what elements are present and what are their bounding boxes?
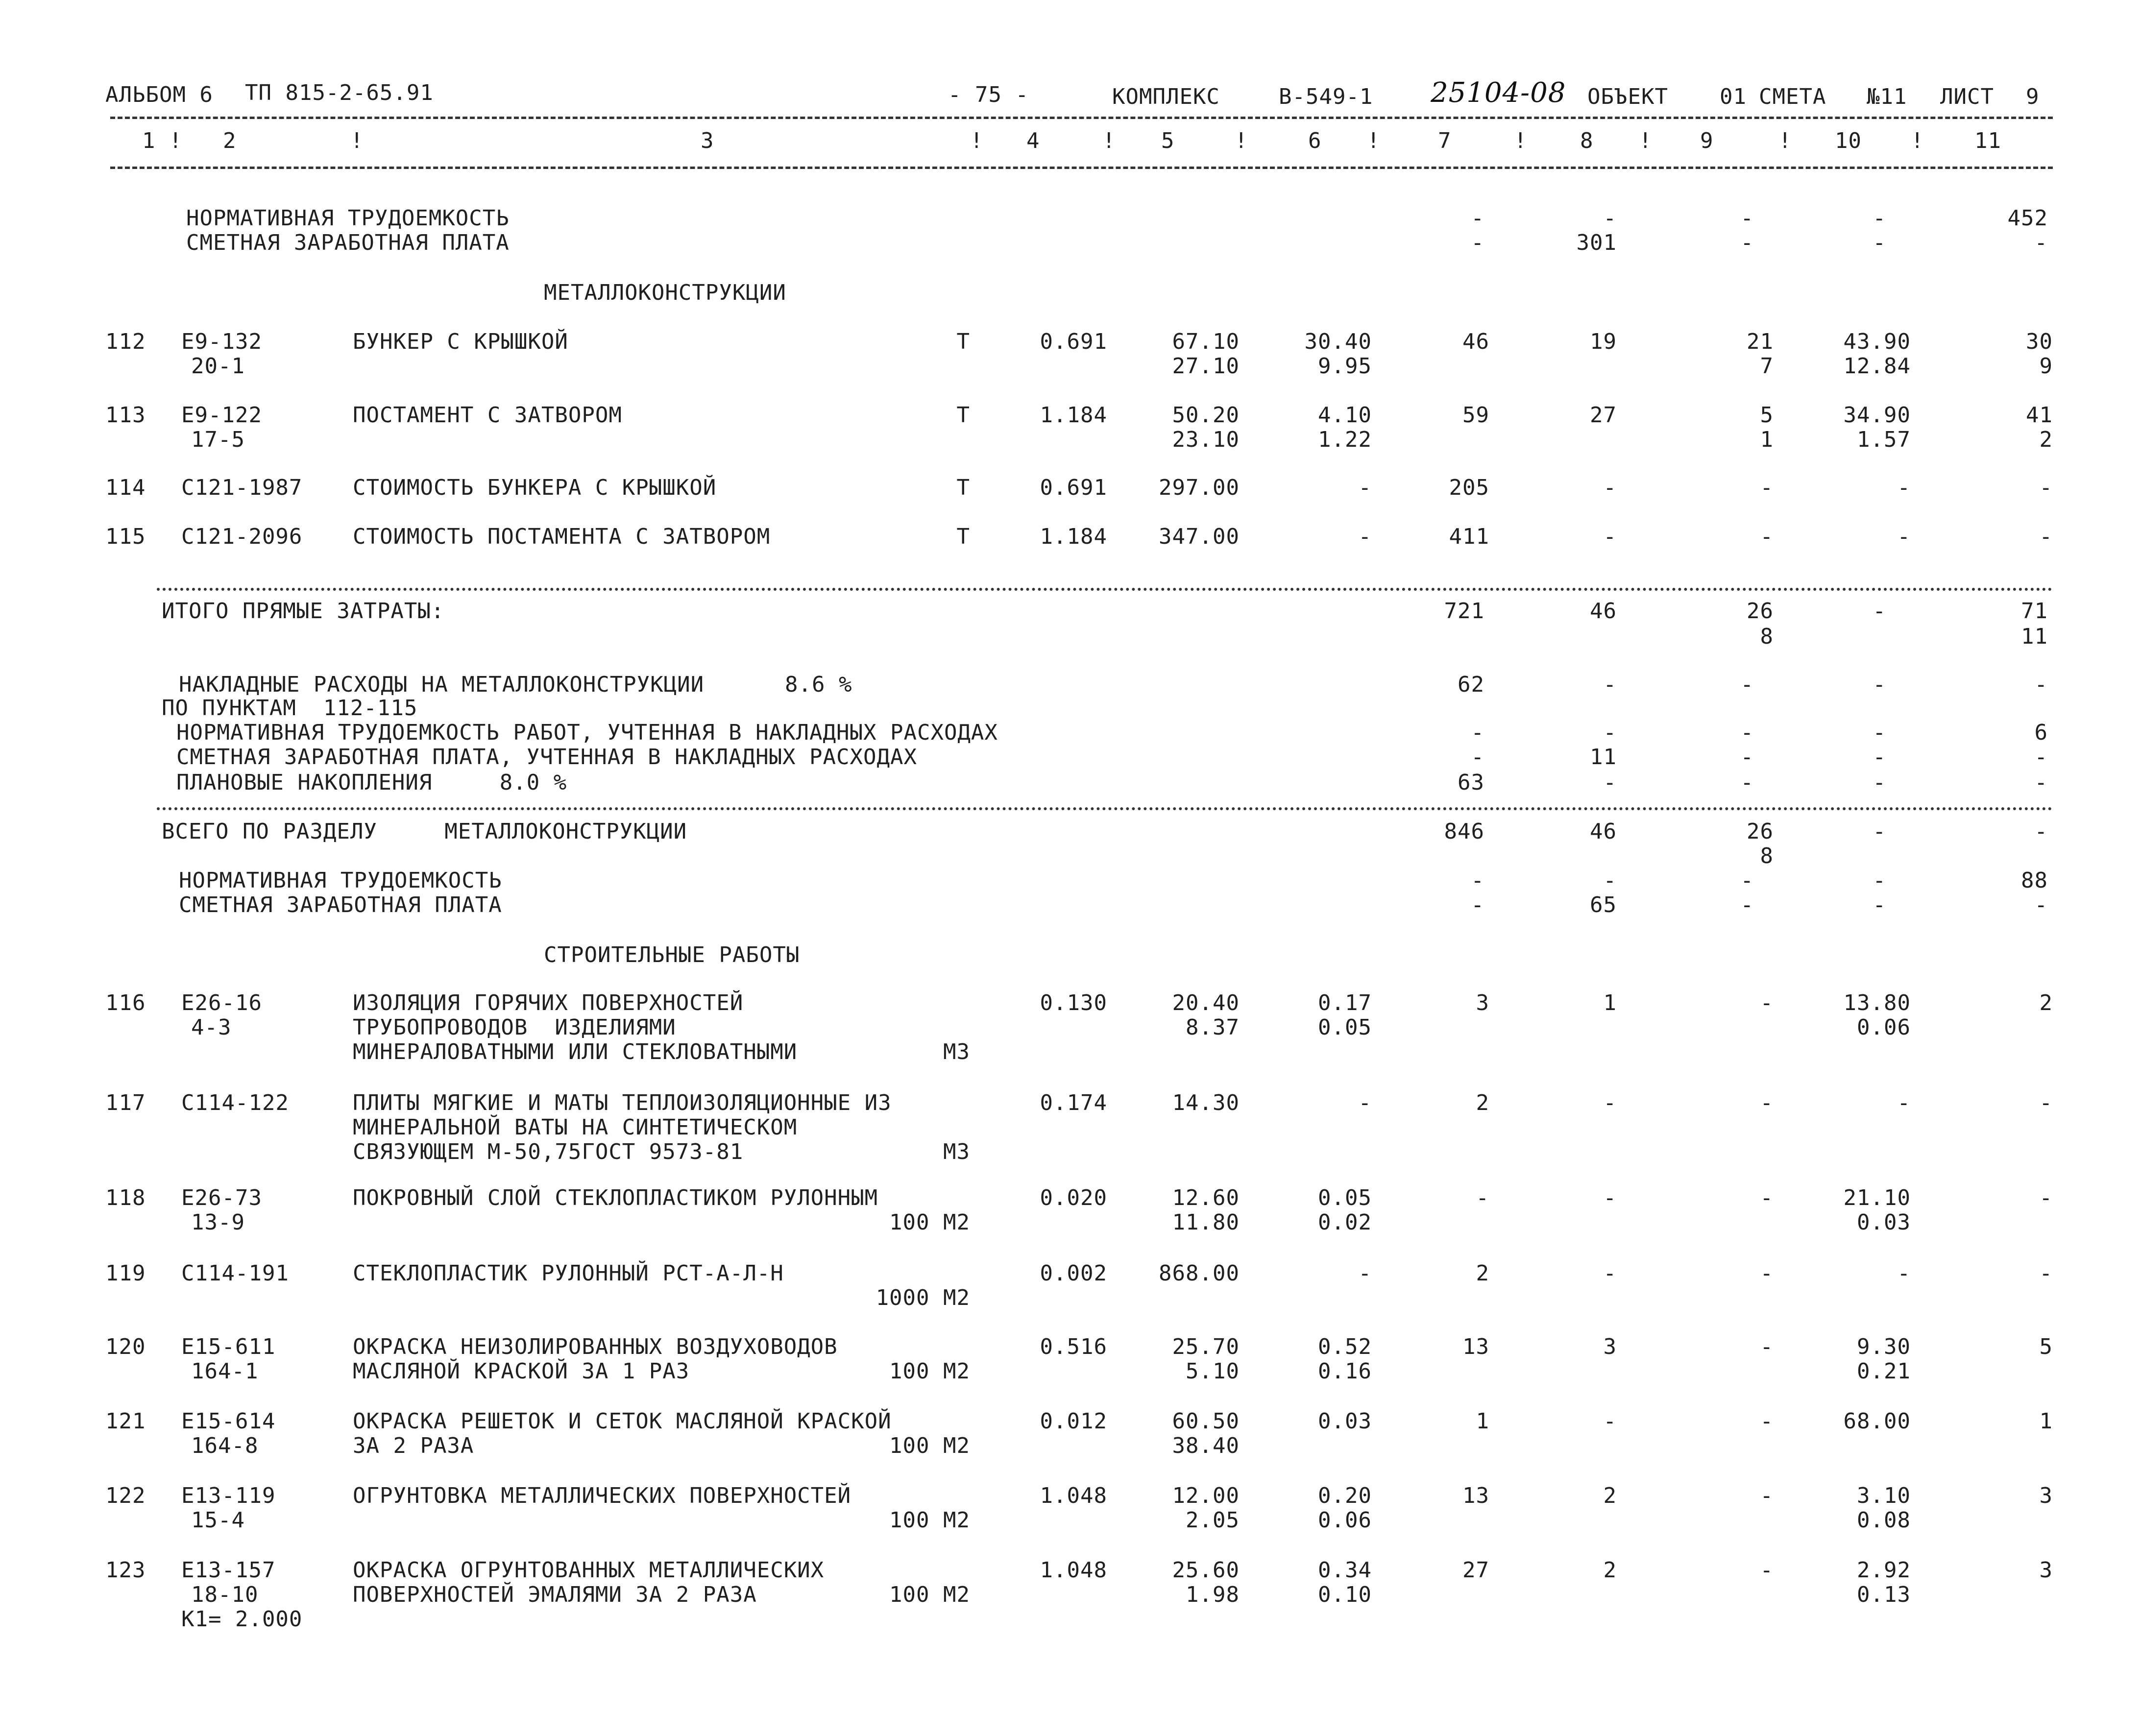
overhead-label: НАКЛАДНЫЕ РАСХОДЫ НА МЕТАЛЛОКОНСТРУКЦИИ 8.6 %	[179, 672, 852, 697]
section-title-build: СТРОИТЕЛЬНЫЕ РАБОТЫ	[544, 942, 800, 967]
value: -	[1873, 720, 1886, 745]
wage-label: СМЕТНАЯ ЗАРАБОТНАЯ ПЛАТА	[179, 892, 502, 917]
total-cost: 3	[1476, 990, 1489, 1015]
col-1: 1	[142, 128, 156, 153]
unit-cost: 12.60	[1172, 1185, 1240, 1210]
norm-code: Е26-73	[181, 1185, 262, 1210]
machine-cost: 0.17	[1318, 990, 1372, 1015]
quantity: 0.516	[1040, 1334, 1107, 1359]
page-number: - 75 -	[948, 82, 1029, 107]
col-sep: !	[169, 128, 183, 153]
row-description: СТОИМОСТЬ БУНКЕРА С КРЫШКОЙ	[353, 475, 717, 500]
labor-total: 3	[2039, 1483, 2053, 1508]
total-cost: 27	[1462, 1558, 1489, 1583]
value: -	[1471, 868, 1484, 893]
total-wage: 3	[1603, 1334, 1617, 1359]
machine-total: -	[1760, 1409, 1774, 1434]
dotted-rule	[157, 588, 2053, 591]
norm-code: Е9-122	[181, 403, 262, 428]
row-number: 119	[105, 1261, 146, 1286]
col-9: 9	[1700, 128, 1714, 153]
unit-cost: 868.00	[1159, 1261, 1240, 1286]
labor-unit: -	[1897, 1090, 1911, 1115]
machine-cost: -	[1358, 475, 1372, 500]
machine-wage: 0.10	[1318, 1582, 1372, 1607]
value: -	[1873, 868, 1886, 893]
labor-machine-unit: 1.57	[1857, 427, 1911, 452]
wage-label: СМЕТНАЯ ЗАРАБОТНАЯ ПЛАТА	[186, 230, 510, 255]
col-4: 4	[1026, 128, 1040, 153]
total-wage: -	[1603, 475, 1617, 500]
norm-code: Е15-614	[181, 1409, 276, 1434]
machine-wage: 0.16	[1318, 1359, 1372, 1384]
object-label: ОБЪЕКТ	[1587, 84, 1668, 109]
overhead-labor-label: НОРМАТИВНАЯ ТРУДОЕМКОСТЬ РАБОТ, УЧТЕННАЯ В НАКЛАДНЫХ РАСХОДАХ	[176, 720, 998, 745]
value: 65	[1590, 892, 1617, 917]
col-sep: !	[1102, 128, 1116, 153]
total-cost: 59	[1462, 403, 1489, 428]
total-cost: 411	[1449, 524, 1489, 549]
value: -	[1471, 720, 1484, 745]
row-description: БУНКЕР С КРЫШКОЙ	[353, 329, 568, 354]
total-wage: 27	[1590, 403, 1617, 428]
labor-unit: 2.92	[1857, 1558, 1911, 1583]
machine-total: -	[1760, 524, 1774, 549]
machine-total: -	[1760, 1090, 1774, 1115]
quantity: 1.048	[1040, 1558, 1107, 1583]
value: -	[1740, 206, 1754, 231]
total-wage: 1	[1603, 990, 1617, 1015]
unit-cost: 297.00	[1159, 475, 1240, 500]
col-7: 7	[1438, 128, 1452, 153]
section-title-metal: МЕТАЛЛОКОНСТРУКЦИИ	[544, 280, 786, 305]
complex-label: КОМПЛЕКС	[1112, 84, 1220, 109]
value: -	[1740, 770, 1754, 795]
labor-machine-unit: 0.03	[1857, 1210, 1911, 1235]
col-2: 2	[223, 128, 237, 153]
row-description: ПОСТАМЕНТ С ЗАТВОРОМ	[353, 403, 622, 428]
row-description: СТОИМОСТЬ ПОСТАМЕНТА С ЗАТВОРОМ	[353, 524, 771, 549]
value: -	[1873, 672, 1886, 697]
value: 6	[2034, 720, 2048, 745]
unit-of-measure: Т	[956, 524, 970, 549]
total-wage: 2	[1603, 1558, 1617, 1583]
machine-total: -	[1760, 1483, 1774, 1508]
row-description: ЗА 2 РАЗА	[353, 1433, 474, 1458]
labor-unit: 43.90	[1843, 329, 1911, 354]
total-wage: -	[1603, 1090, 1617, 1115]
col-sep: !	[1235, 128, 1248, 153]
machine-cost: -	[1358, 1261, 1372, 1286]
labor-total: 3	[2039, 1558, 2053, 1583]
labor-machine-total: 2	[2039, 427, 2053, 452]
complex-value: В-549-1	[1279, 84, 1373, 109]
col-sep: !	[1514, 128, 1528, 153]
norm-subcode: 164-8	[191, 1433, 259, 1458]
project-code: ТП 815-2-65.91	[245, 80, 434, 105]
col-sep: !	[1911, 128, 1924, 153]
col-3: 3	[701, 128, 714, 153]
labor-total: -	[2039, 475, 2053, 500]
col-11: 11	[1974, 128, 2001, 153]
row-description: ПЛИТЫ МЯГКИЕ И МАТЫ ТЕПЛОИЗОЛЯЦИОННЫЕ ИЗ	[353, 1090, 892, 1115]
quantity: 1.048	[1040, 1483, 1107, 1508]
value: -	[2034, 770, 2048, 795]
total-cost: 13	[1462, 1483, 1489, 1508]
total-wage: 2	[1603, 1483, 1617, 1508]
section-total-label: ВСЕГО ПО РАЗДЕЛУ МЕТАЛЛОКОНСТРУКЦИИ	[162, 819, 687, 844]
value: 8	[1760, 624, 1774, 649]
labor-machine-unit: 0.06	[1857, 1015, 1911, 1040]
machine-cost: 4.10	[1318, 403, 1372, 428]
overhead-wage-label: СМЕТНАЯ ЗАРАБОТНАЯ ПЛАТА, УЧТЕННАЯ В НАКЛАДНЫХ РАСХОДАХ	[176, 745, 917, 770]
row-description: ОКРАСКА НЕИЗОЛИРОВАННЫХ ВОЗДУХОВОДОВ	[353, 1334, 838, 1359]
machine-cost: 0.05	[1318, 1185, 1372, 1210]
value: -	[1471, 230, 1484, 255]
machine-wage: 0.05	[1318, 1015, 1372, 1040]
labor-label: НОРМАТИВНАЯ ТРУДОЕМКОСТЬ	[179, 868, 502, 893]
value: -	[1603, 672, 1617, 697]
unit-of-measure: 100 М2	[889, 1433, 970, 1458]
machine-total: 5	[1760, 403, 1774, 428]
unit-of-measure: 100 М2	[889, 1210, 970, 1235]
value: -	[2034, 745, 2048, 770]
handwritten-code: 25104-08	[1431, 77, 1566, 109]
total-wage: -	[1603, 1261, 1617, 1286]
unit-wage: 27.10	[1172, 354, 1240, 379]
labor-unit: 3.10	[1857, 1483, 1911, 1508]
unit-wage: 8.37	[1186, 1015, 1240, 1040]
unit-wage: 38.40	[1172, 1433, 1240, 1458]
quantity: 0.691	[1040, 475, 1107, 500]
row-number: 115	[105, 524, 146, 549]
value: -	[1740, 720, 1754, 745]
quantity: 1.184	[1040, 524, 1107, 549]
machine-wage: 1.22	[1318, 427, 1372, 452]
norm-code: С121-1987	[181, 475, 303, 500]
quantity: 1.184	[1040, 403, 1107, 428]
dotted-rule	[157, 807, 2053, 810]
col-5: 5	[1161, 128, 1175, 153]
machine-total: -	[1760, 1185, 1774, 1210]
value: -	[1873, 819, 1886, 844]
quantity: 0.174	[1040, 1090, 1107, 1115]
sheet-value: 9	[2026, 84, 2040, 109]
value: -	[1603, 206, 1617, 231]
total-wage: -	[1603, 524, 1617, 549]
row-description: МИНЕРАЛОВАТНЫМИ ИЛИ СТЕКЛОВАТНЫМИ	[353, 1039, 798, 1064]
machine-wage: 9.95	[1318, 354, 1372, 379]
norm-subcode: 18-10	[191, 1582, 259, 1607]
row-number: 114	[105, 475, 146, 500]
header-rule-top	[110, 117, 2053, 119]
unit-wage: 11.80	[1172, 1210, 1240, 1235]
unit-wage: 1.98	[1186, 1582, 1240, 1607]
norm-code: Е9-132	[181, 329, 262, 354]
machine-cost: 0.34	[1318, 1558, 1372, 1583]
object-value: 01	[1720, 84, 1747, 109]
sheet-label: ЛИСТ	[1940, 84, 1994, 109]
total-cost: 2	[1476, 1261, 1489, 1286]
value: -	[1740, 672, 1754, 697]
total-wage: -	[1603, 1185, 1617, 1210]
row-description: ПОВЕРХНОСТЕЙ ЭМАЛЯМИ ЗА 2 РАЗА	[353, 1582, 757, 1607]
row-description: ОКРАСКА РЕШЕТОК И СЕТОК МАСЛЯНОЙ КРАСКОЙ	[353, 1409, 892, 1434]
value: 71	[2021, 599, 2048, 624]
value: -	[1740, 892, 1754, 917]
value: 8	[1760, 844, 1774, 868]
row-number: 121	[105, 1409, 146, 1434]
value: -	[2034, 819, 2048, 844]
norm-code: Е13-119	[181, 1483, 276, 1508]
labor-total: -	[2039, 1261, 2053, 1286]
value: -	[1603, 868, 1617, 893]
labor-machine-unit: 12.84	[1843, 354, 1911, 379]
norm-subcode: 4-3	[191, 1015, 232, 1040]
row-description: СВЯЗУЮЩЕМ М-50,75ГОСТ 9573-81	[353, 1139, 744, 1164]
norm-code: Е15-611	[181, 1334, 276, 1359]
value: -	[2034, 672, 2048, 697]
value: 26	[1747, 819, 1774, 844]
col-6: 6	[1308, 128, 1322, 153]
labor-unit: 9.30	[1857, 1334, 1911, 1359]
labor-unit: -	[1897, 1261, 1911, 1286]
machine-wage-total: 1	[1760, 427, 1774, 452]
value: 11	[1590, 745, 1617, 770]
value: -	[1471, 745, 1484, 770]
row-description: МИНЕРАЛЬНОЙ ВАТЫ НА СИНТЕТИЧЕСКОМ	[353, 1115, 798, 1140]
col-sep: !	[970, 128, 984, 153]
total-direct-label: ИТОГО ПРЯМЫЕ ЗАТРАТЫ:	[162, 599, 445, 624]
norm-subcode: 13-9	[191, 1210, 245, 1235]
row-description: ПОКРОВНЫЙ СЛОЙ СТЕКЛОПЛАСТИКОМ РУЛОННЫМ	[353, 1185, 878, 1210]
row-number: 122	[105, 1483, 146, 1508]
col-8: 8	[1580, 128, 1594, 153]
machine-wage-total: 7	[1760, 354, 1774, 379]
value: -	[1603, 770, 1617, 795]
labor-machine-unit: 0.21	[1857, 1359, 1911, 1384]
row-description: СТЕКЛОПЛАСТИК РУЛОННЫЙ РСТ-А-Л-Н	[353, 1261, 784, 1286]
quantity: 0.130	[1040, 990, 1107, 1015]
value: 452	[2007, 206, 2048, 231]
value: 46	[1590, 819, 1617, 844]
labor-unit: 34.90	[1843, 403, 1911, 428]
col-10: 10	[1835, 128, 1862, 153]
value: 26	[1747, 599, 1774, 624]
value: -	[1740, 230, 1754, 255]
unit-cost: 347.00	[1159, 524, 1240, 549]
value: 846	[1444, 819, 1484, 844]
unit-cost: 60.50	[1172, 1409, 1240, 1434]
estimate-label: СМЕТА	[1759, 84, 1826, 109]
labor-total: 30	[2026, 329, 2053, 354]
machine-total: -	[1760, 1558, 1774, 1583]
value: -	[2034, 892, 2048, 917]
row-number: 123	[105, 1558, 146, 1583]
machine-cost: 30.40	[1304, 329, 1372, 354]
unit-of-measure: 100 М2	[889, 1582, 970, 1607]
machine-cost: -	[1358, 524, 1372, 549]
value: 62	[1458, 672, 1484, 697]
labor-label: НОРМАТИВНАЯ ТРУДОЕМКОСТЬ	[186, 206, 510, 231]
coefficient: К1= 2.000	[181, 1607, 303, 1632]
unit-wage: 2.05	[1186, 1508, 1240, 1533]
total-wage: -	[1603, 1409, 1617, 1434]
unit-of-measure: Т	[956, 329, 970, 354]
value: -	[1471, 206, 1484, 231]
unit-cost: 25.70	[1172, 1334, 1240, 1359]
total-cost: 1	[1476, 1409, 1489, 1434]
labor-total: -	[2039, 1185, 2053, 1210]
total-cost: -	[1476, 1185, 1489, 1210]
labor-machine-unit: 0.13	[1857, 1582, 1911, 1607]
header-rule-bottom	[110, 167, 2053, 169]
value: -	[2034, 230, 2048, 255]
total-cost: 205	[1449, 475, 1489, 500]
unit-of-measure: Т	[956, 475, 970, 500]
labor-total: 2	[2039, 990, 2053, 1015]
labor-total: 5	[2039, 1334, 2053, 1359]
machine-total: 21	[1747, 329, 1774, 354]
norm-code: Е26-16	[181, 990, 262, 1015]
labor-machine-total: 9	[2039, 354, 2053, 379]
labor-unit: -	[1897, 475, 1911, 500]
unit-of-measure: 1000 М2	[876, 1285, 970, 1310]
labor-total: -	[2039, 524, 2053, 549]
row-number: 113	[105, 403, 146, 428]
total-cost: 2	[1476, 1090, 1489, 1115]
norm-subcode: 164-1	[191, 1359, 259, 1384]
machine-total: -	[1760, 1261, 1774, 1286]
col-sep: !	[350, 128, 364, 153]
norm-code: С121-2096	[181, 524, 303, 549]
norm-subcode: 17-5	[191, 427, 245, 452]
quantity: 0.012	[1040, 1409, 1107, 1434]
album-label: АЛЬБОМ 6	[105, 82, 213, 107]
col-sep: !	[1778, 128, 1792, 153]
norm-code: С114-122	[181, 1090, 289, 1115]
value: -	[1873, 770, 1886, 795]
value: -	[1873, 745, 1886, 770]
labor-total: 41	[2026, 403, 2053, 428]
unit-of-measure: 100 М2	[889, 1359, 970, 1384]
value: -	[1740, 745, 1754, 770]
machine-cost: 0.52	[1318, 1334, 1372, 1359]
row-number: 117	[105, 1090, 146, 1115]
value: 721	[1444, 599, 1484, 624]
value: -	[1471, 892, 1484, 917]
overhead-items: ПО ПУНКТАМ 112-115	[162, 696, 418, 721]
total-cost: 46	[1462, 329, 1489, 354]
labor-total: -	[2039, 1090, 2053, 1115]
unit-cost: 20.40	[1172, 990, 1240, 1015]
total-cost: 13	[1462, 1334, 1489, 1359]
unit-of-measure: 100 М2	[889, 1508, 970, 1533]
unit-of-measure: М3	[943, 1039, 970, 1064]
quantity: 0.691	[1040, 329, 1107, 354]
norm-subcode: 20-1	[191, 354, 245, 379]
row-number: 116	[105, 990, 146, 1015]
value: -	[1873, 599, 1886, 624]
machine-total: -	[1760, 990, 1774, 1015]
quantity: 0.002	[1040, 1261, 1107, 1286]
row-description: МАСЛЯНОЙ КРАСКОЙ ЗА 1 РАЗ	[353, 1359, 690, 1384]
row-description: ТРУБОПРОВОДОВ ИЗДЕЛИЯМИ	[353, 1015, 676, 1040]
machine-total: -	[1760, 475, 1774, 500]
unit-cost: 50.20	[1172, 403, 1240, 428]
norm-subcode: 15-4	[191, 1508, 245, 1533]
value: 11	[2021, 624, 2048, 649]
row-number: 118	[105, 1185, 146, 1210]
machine-total: -	[1760, 1334, 1774, 1359]
norm-code: Е13-157	[181, 1558, 276, 1583]
value: 63	[1458, 770, 1484, 795]
col-sep: !	[1367, 128, 1381, 153]
labor-unit: -	[1897, 524, 1911, 549]
unit-of-measure: М3	[943, 1139, 970, 1164]
value: -	[1873, 230, 1886, 255]
machine-wage: 0.06	[1318, 1508, 1372, 1533]
unit-wage: 23.10	[1172, 427, 1240, 452]
value: -	[1873, 892, 1886, 917]
machine-cost: -	[1358, 1090, 1372, 1115]
unit-cost: 25.60	[1172, 1558, 1240, 1583]
value: -	[1603, 720, 1617, 745]
norm-code: С114-191	[181, 1261, 289, 1286]
planned-label: ПЛАНОВЫЕ НАКОПЛЕНИЯ 8.0 %	[176, 770, 567, 795]
labor-unit: 21.10	[1843, 1185, 1911, 1210]
labor-unit: 13.80	[1843, 990, 1911, 1015]
row-number: 112	[105, 329, 146, 354]
machine-cost: 0.03	[1318, 1409, 1372, 1434]
estimate-value: №11	[1867, 84, 1907, 109]
unit-wage: 5.10	[1186, 1359, 1240, 1384]
value: 46	[1590, 599, 1617, 624]
row-description: ОКРАСКА ОГРУНТОВАННЫХ МЕТАЛЛИЧЕСКИХ	[353, 1558, 825, 1583]
value: 88	[2021, 868, 2048, 893]
value: -	[1873, 206, 1886, 231]
labor-total: 1	[2039, 1409, 2053, 1434]
unit-of-measure: Т	[956, 403, 970, 428]
value: 301	[1576, 230, 1617, 255]
labor-unit: 68.00	[1843, 1409, 1911, 1434]
total-wage: 19	[1590, 329, 1617, 354]
row-number: 120	[105, 1334, 146, 1359]
row-description: ОГРУНТОВКА МЕТАЛЛИЧЕСКИХ ПОВЕРХНОСТЕЙ	[353, 1483, 852, 1508]
col-sep: !	[1639, 128, 1653, 153]
labor-machine-unit: 0.08	[1857, 1508, 1911, 1533]
value: -	[1740, 868, 1754, 893]
quantity: 0.020	[1040, 1185, 1107, 1210]
unit-cost: 14.30	[1172, 1090, 1240, 1115]
machine-cost: 0.20	[1318, 1483, 1372, 1508]
unit-cost: 67.10	[1172, 329, 1240, 354]
row-description: ИЗОЛЯЦИЯ ГОРЯЧИХ ПОВЕРХНОСТЕЙ	[353, 990, 744, 1015]
machine-wage: 0.02	[1318, 1210, 1372, 1235]
unit-cost: 12.00	[1172, 1483, 1240, 1508]
